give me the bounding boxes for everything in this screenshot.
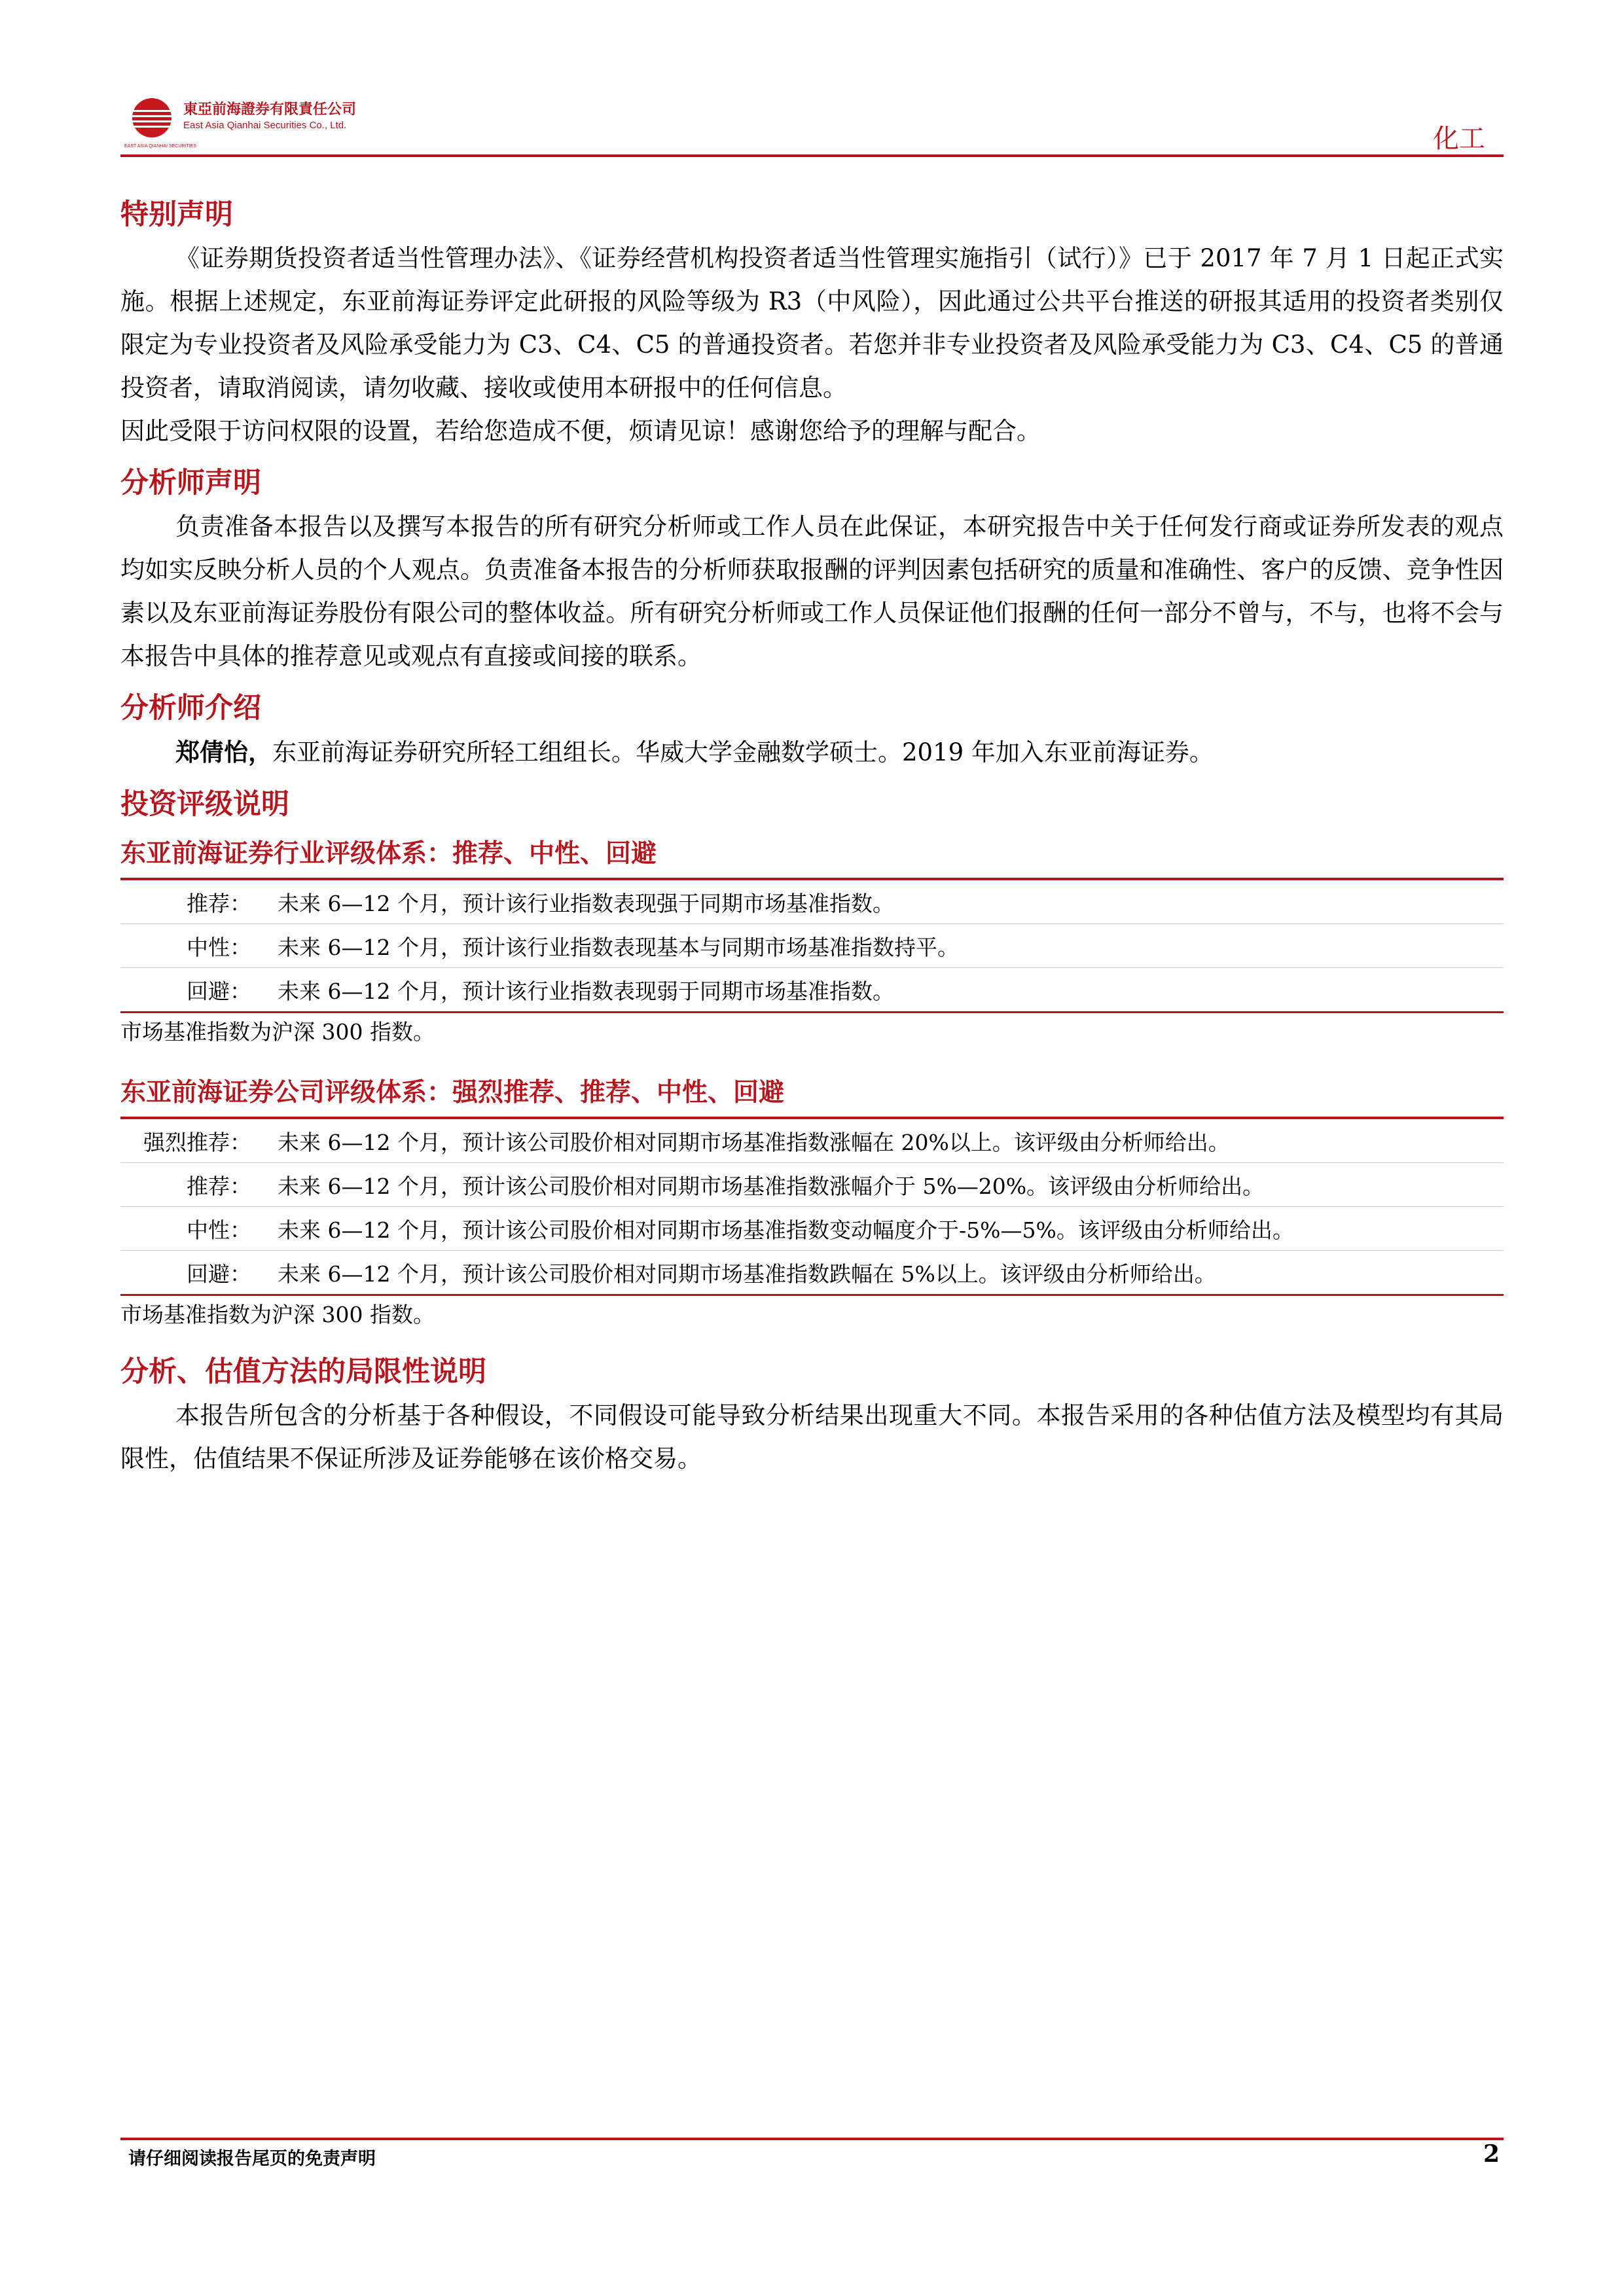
analyst-statement-title: 分析师声明: [120, 467, 261, 499]
limitations-paragraph: 本报告所包含的分析基于各种假设，不同假设可能导致分析结果出现重大不同。本报告采用的各种估值方法及模型均有其局限性，估值结果不保证所涉及证券能够在该价格交易。: [120, 1401, 1504, 1473]
rating-label: 强烈推荐：: [120, 1119, 278, 1163]
report-body: [120, 194, 1504, 1480]
page-number: 2: [1483, 2140, 1500, 2168]
table-row: [120, 1251, 1504, 1295]
rating-label: 推荐：: [120, 1163, 278, 1207]
special-statement-note: 因此受限于访问权限的设置，若给您造成不便，烦请见谅！感谢您给予的理解与配合。: [120, 417, 1041, 445]
company-rating-table: [120, 1119, 1504, 1296]
special-statement-title: 特别声明: [120, 198, 233, 231]
analyst-statement-paragraph: 负责准备本报告以及撰写本报告的所有研究分析师或工作人员在此保证，本研究报告中关于任何发行商或证券所发表的观点均如实反映分析人员的个人观点。负责准备本报告的分析师获取报酬的评判因素包括研究的质量和准确性、客户的反馈、竞争性因素以及东亚前海证券股份有限公司的整体收益。所有研究分析师或工作人员保证他们报酬的任何一部分不曾与，不与，也将不会与本报告中具体的推荐意见或观点有直接或间接的联系。: [120, 512, 1504, 670]
analyst-name: 郑倩怡，: [175, 738, 272, 766]
special-statement-paragraph: 《证券期货投资者适当性管理办法》、《证券经营机构投资者适当性管理实施指引（试行）》已于 2017 年 7 月 1 日起正式实施。根据上述规定，东亚前海证券评定此研报的风险等级为 R3（中风险），因此通过公共平台推送的研报其适用的投资者类别仅限定为专业投资者及风险承受能力为 C3、C4、C5 的普通投资者。若您并非专业投资者及风险承受能力为 C3、C4、C5 的普通投资者，请取消阅读，请勿收藏、接收或使用本研报中的任何信息。: [120, 244, 1504, 402]
footer-divider: [120, 2138, 1504, 2140]
rating-description: 未来 6—12 个月，预计该公司股价相对同期市场基准指数涨幅在 20%以上。该评级由分析师给出。: [278, 1119, 1504, 1163]
table-row: [120, 924, 1504, 968]
table-row: [120, 880, 1504, 924]
industry-rating-title: 东亚前海证券行业评级体系：推荐、中性、回避: [120, 839, 657, 869]
rating-description: 未来 6—12 个月，预计该行业指数表现基本与同期市场基准指数持平。: [278, 924, 1504, 968]
ratings-title: 投资评级说明: [120, 788, 289, 821]
rating-description: 未来 6—12 个月，预计该公司股价相对同期市场基准指数变动幅度介于-5%—5%。该评级由分析师给出。: [278, 1207, 1504, 1251]
rating-label: 回避：: [120, 968, 278, 1013]
rating-label: 推荐：: [120, 880, 278, 924]
analyst-intro-title: 分析师介绍: [120, 692, 261, 725]
company-logo: [124, 92, 179, 147]
rating-description: 未来 6—12 个月，预计该公司股价相对同期市场基准指数跌幅在 5%以上。该评级由分析师给出。: [278, 1251, 1504, 1295]
rating-description: 未来 6—12 个月，预计该公司股价相对同期市场基准指数涨幅介于 5%—20%。该评级由分析师给出。: [278, 1163, 1504, 1207]
analyst-intro-paragraph: [120, 730, 1504, 774]
company-name-cn: 東亞前海證券有限責任公司: [183, 101, 357, 118]
table-row: [120, 1207, 1504, 1251]
company-benchmark-note: 市场基准指数为沪深 300 指数。: [120, 1302, 435, 1327]
rating-label: 回避：: [120, 1251, 278, 1295]
sector-label: 化工: [1433, 124, 1485, 154]
rating-description: 未来 6—12 个月，预计该行业指数表现强于同期市场基准指数。: [278, 880, 1504, 924]
analyst-bio: 东亚前海证券研究所轻工组组长。华威大学金融数学硕士。2019 年加入东亚前海证券。: [272, 738, 1214, 766]
table-row: [120, 968, 1504, 1013]
header-divider: [120, 154, 1504, 157]
table-row: [120, 1163, 1504, 1207]
company-name-en: East Asia Qianhai Securities Co., Ltd.: [183, 120, 347, 131]
rating-label: 中性：: [120, 924, 278, 968]
industry-benchmark-note: 市场基准指数为沪深 300 指数。: [120, 1019, 435, 1045]
limitations-title: 分析、估值方法的局限性说明: [120, 1355, 486, 1388]
company-rating-title: 东亚前海证券公司评级体系：强烈推荐、推荐、中性、回避: [120, 1078, 785, 1107]
logo-tagline: EAST ASIA QIANHAI SECURITIES: [124, 144, 196, 149]
rating-description: 未来 6—12 个月，预计该行业指数表现弱于同期市场基准指数。: [278, 968, 1504, 1013]
industry-rating-table: [120, 880, 1504, 1013]
table-row: [120, 1119, 1504, 1163]
rating-label: 中性：: [120, 1207, 278, 1251]
footer-disclaimer-note: 请仔细阅读报告尾页的免责声明: [128, 2149, 376, 2169]
